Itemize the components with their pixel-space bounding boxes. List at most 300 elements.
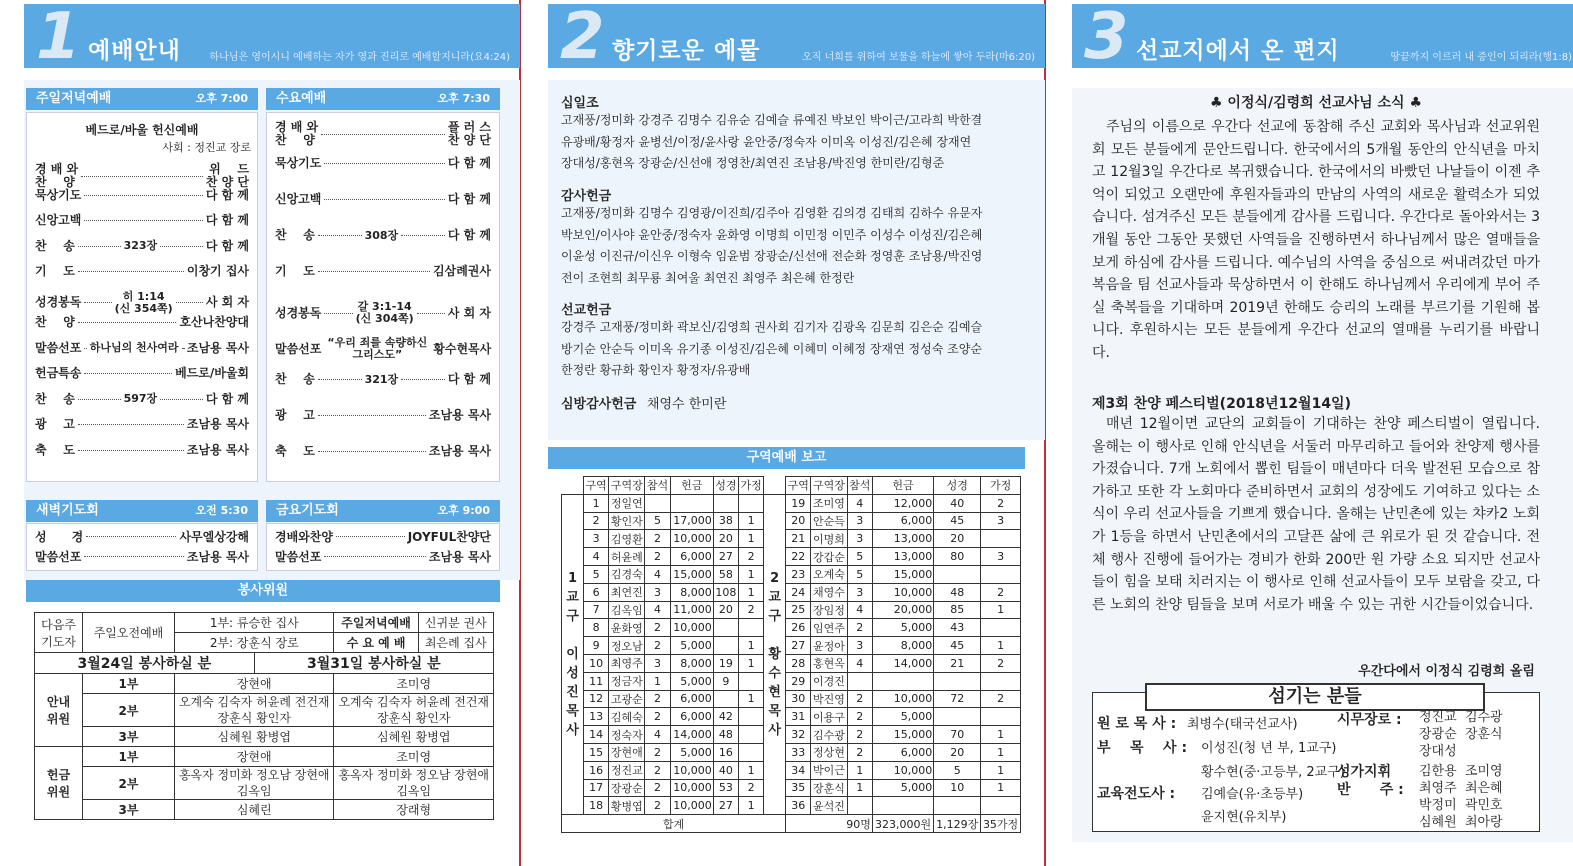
service-item-label: 찬 송: [275, 228, 315, 242]
offering-line: 방기순 안순득 이미옥 유기종 이성진/김은혜 이혜미 이혜정 장재연 정성숙 조양순: [561, 341, 982, 356]
prayer-item-value: 조남용 목사: [186, 550, 249, 564]
group-cell: 홍현옥: [811, 654, 847, 672]
offering-line: 고재풍/정미화 김명수 김영광/이진희/김주아 김영환 김의경 김태희 김하수 유문자: [561, 206, 983, 220]
group-cell: [872, 672, 933, 690]
group-cell: 5,000: [872, 779, 933, 797]
service-item-label: 헌금특송: [35, 366, 82, 380]
service-item-leader: 이창기 집사: [186, 264, 249, 278]
staff-associate-label: 부 목 사 :: [1097, 740, 1188, 756]
server-names-date1: 오계숙 김숙자 허윤례 전건재 장훈식 황인자: [175, 694, 334, 727]
group-cell: 10,000: [670, 779, 713, 797]
service-item-leader: 다 함 께: [447, 156, 491, 170]
leader-dots: [84, 195, 202, 196]
group-cell: 3: [981, 512, 1021, 530]
group-cell: [981, 708, 1021, 726]
service-item-label: 묵상기도: [275, 156, 322, 170]
letter-body-1: 주님의 이름으로 우간다 선교에 동참해 주신 교회와 목사님과 선교위원회 모든 분들에게 문안드립니다. 한국에서의 5개월 동안의 안식년을 마치고 12월3일 우간다로 복귀했습니다. 한국에서의 바빴던 나날들이 이젠 추억이 되었고 오랜만에 후원자들과의 만남의 사역의 새로운 활력소가 되었습니다. 섬겨주신 모든 분들에게 감사를 드립니다. 우간다로 돌아와서는 3개월 동안 그동안 못했던 사역들을 진행하면서 하나님께서 많은 열매들을 보게 하심에 감사를 드립니다. 예수님의 사역을 중심으로 써내려갔던 마가복음을 팀 선교사들과 묵상하면서 이 한해도 하나님께서 우리에게 부어 주실 축복들을 기대하며 2019년 한해도 승리의 노래를 부르기를 기원해 봅니다. 후원하시는 모든 분들에게 우간다 선교의 열매를 누리기를 바랍니다.: [1092, 119, 1540, 361]
group-cell: 10,000: [670, 530, 713, 548]
banner-letter: [1072, 4, 1573, 68]
group-col-header: 참석: [645, 477, 670, 495]
service-item-label: 신앙고백: [275, 192, 322, 206]
service-row: [275, 409, 491, 422]
group-cell: 13: [584, 708, 609, 726]
group-cell: 3: [847, 512, 872, 530]
district1-label: 1 교 구 이 성 진 목 사: [562, 494, 584, 814]
group-col-header: 구역장: [609, 477, 645, 495]
server-names-date1: 장현애: [175, 747, 334, 767]
leader-dots: [78, 322, 177, 323]
service-item-leader: 위 드 찬 양 단: [205, 162, 249, 189]
group-cell: 27: [713, 548, 738, 566]
server-names-date2: 심혜원 황병엽: [334, 727, 494, 747]
group-cell: [981, 530, 1021, 548]
wednesday-time: 오후 7:30: [437, 92, 490, 105]
service-item-leader: 조남용 목사: [186, 442, 249, 457]
mission-title: 선교헌금: [561, 303, 612, 318]
group-cell: 2: [738, 779, 763, 797]
group-cell: 20,000: [872, 601, 933, 619]
prayer-row: [275, 548, 491, 565]
group-cell: 4: [847, 601, 872, 619]
server-names-date1: 심혜린: [175, 800, 334, 820]
group-col-header: 가정: [738, 477, 763, 495]
group-cell: 4: [645, 601, 670, 619]
group-col-header: 구역장: [811, 477, 847, 495]
group-cell: 48: [713, 726, 738, 744]
group-cell: 31: [786, 708, 811, 726]
service-item-detail: 308장: [364, 228, 399, 242]
letter-title: ♣ 이정식/김령희 선교사님 소식 ♣: [1210, 95, 1422, 111]
group-cell: 53: [713, 779, 738, 797]
group-header-row: [562, 477, 1021, 495]
festival-title: 제3회 찬양 페스티벌(2018년12월14일): [1092, 396, 1351, 412]
prayer-item-value: 사무엘상강해: [179, 530, 249, 544]
group-cell: 2: [645, 690, 670, 708]
group-cell: 허윤례: [609, 548, 645, 566]
prayer-row: [35, 548, 249, 565]
service-item-label: 축 도: [275, 444, 315, 458]
next-prayer-label: 다음주 기도자: [35, 613, 83, 653]
wed-service-value: 최은례 집사: [418, 633, 493, 653]
service-row: [275, 373, 491, 386]
service-item-leader: 조남용 목사: [186, 417, 249, 431]
offering-line: 한정란 황규화 황인자 황정자/유광배: [561, 363, 751, 377]
group-cell: 2: [981, 583, 1021, 601]
service-item-leader: 다 함 께: [205, 213, 249, 227]
group-cell: [872, 797, 933, 815]
group-cell: 1: [981, 761, 1021, 779]
group-cell: 2: [645, 797, 670, 815]
service-item-label: 찬 송: [35, 238, 75, 253]
group-cell: 5: [584, 565, 609, 583]
service-item-leader: 사 회 자: [447, 305, 491, 320]
wed-service-label: 수 요 예 배: [334, 633, 418, 653]
offering-line: 유광배/황정자 윤병선/이정/윤사랑 윤안중/정숙자 이미옥 이성진/김은혜 장재연: [561, 134, 972, 149]
group-row: [562, 654, 1021, 672]
group-cell: 1: [645, 672, 670, 690]
group-cell: 2: [645, 530, 670, 548]
group-cell: 2: [645, 708, 670, 726]
staff-heading: 섬기는 분들: [1145, 683, 1485, 711]
district2-label: 2 교 구 황 수 현 목 사: [764, 494, 786, 814]
group-col-header: 구역: [786, 477, 811, 495]
service-item-label: 말씀선포: [35, 340, 82, 355]
group-cell: 6,000: [670, 690, 713, 708]
wednesday-header: [266, 88, 500, 110]
wednesday-title: 수요예배: [276, 91, 327, 106]
visit-label: 심방감사헌금: [561, 397, 637, 412]
group-cell: 26: [786, 619, 811, 637]
group-cell: 2: [738, 548, 763, 566]
section-title: 선교지에서 온 편지: [1136, 38, 1340, 64]
visit-title: [561, 393, 726, 412]
group-cell: 황인자: [609, 512, 645, 530]
group-row: [562, 761, 1021, 779]
friday-title: 금요기도회: [276, 503, 339, 518]
leader-dots: [318, 271, 430, 272]
server-part-label: 2부: [83, 767, 175, 800]
group-cell: [847, 797, 872, 815]
service-row: [35, 393, 249, 406]
group-cell: 3: [645, 583, 670, 601]
service-item-label: 신앙고백: [35, 213, 82, 227]
group-cell: 6: [584, 583, 609, 601]
group-cell: [645, 494, 670, 512]
group-cell: 3: [847, 583, 872, 601]
sunday-evening-title: 주일저녁예배: [36, 91, 112, 106]
group-cell: 1: [981, 637, 1021, 655]
prayer-item-label: 말씀선포: [35, 550, 82, 564]
server-names-date2: 홍옥자 정미화 정오남 장현애 김옥임: [334, 767, 494, 800]
service-item-label: 기 도: [275, 264, 315, 278]
group-cell: 박이근: [811, 761, 847, 779]
group-cell: 20: [786, 512, 811, 530]
panel-worship: [0, 0, 519, 866]
staff-box: [1092, 686, 1540, 832]
service-row: [275, 265, 491, 278]
group-cell: 2: [645, 743, 670, 761]
group-cell: 8,000: [670, 654, 713, 672]
sunday-evening-box: [26, 112, 258, 482]
group-cell: 43: [934, 619, 981, 637]
prayer-item-label: 말씀선포: [275, 550, 322, 564]
group-cell: 6,000: [872, 512, 933, 530]
group-cell: 5,000: [670, 672, 713, 690]
service-item-detail: 하나님의 천사여라: [89, 341, 179, 354]
leader-dots: [401, 379, 445, 380]
server-part-label: 3부: [83, 800, 175, 820]
group-row: [562, 708, 1021, 726]
leader-dots: [84, 556, 183, 557]
group-cell: 10: [584, 654, 609, 672]
mission-list: [561, 317, 1041, 382]
service-item-leader: 플 러 스 찬 양 단: [447, 120, 491, 147]
group-cell: 장훈식: [811, 779, 847, 797]
staff-music-label: 성가지휘 반 주 :: [1337, 764, 1404, 798]
group-cell: 9: [713, 672, 738, 690]
group-col-header: 성경: [934, 477, 981, 495]
date1-heading: 3월24일 봉사하실 분: [35, 653, 255, 674]
group-cell: 10,000: [872, 690, 933, 708]
service-item-label: 기 도: [35, 264, 75, 278]
group-cell: 38: [713, 512, 738, 530]
group-row: [562, 548, 1021, 566]
group-cell: 1: [738, 530, 763, 548]
section-verse: 하나님은 영이시니 예배하는 자가 영과 진리로 예배할지니라(요4:24): [209, 52, 510, 63]
service-item-leader: 조남용 목사: [428, 444, 491, 458]
service-item-detail: 323장: [123, 239, 158, 252]
group-cell: 김수광: [811, 726, 847, 744]
group-col-header: 구역: [584, 477, 609, 495]
service-item-leader: 조남용 목사: [428, 408, 491, 422]
group-report-header: [548, 447, 1025, 469]
group-cell: 5: [847, 565, 872, 583]
server-part-label: 1부: [83, 674, 175, 694]
offering-line: 박보인/이사야 윤안중/정숙자 윤화영 이명희 이민정 이민주 이성수 이성진/김은혜: [561, 227, 983, 242]
section-number: 3: [1084, 4, 1129, 68]
group-cell: 20: [934, 743, 981, 761]
service-item-leader: 다 함 께: [447, 228, 492, 242]
group-cell: [738, 494, 763, 512]
group-cell: 최영주: [609, 654, 645, 672]
tithe-title: 십일조: [561, 96, 599, 111]
group-cell: 27: [713, 797, 738, 815]
group-cell: 30: [786, 690, 811, 708]
leader-dots: [401, 235, 445, 236]
offering-line: 강경주 고재풍/정미화 곽보신/김영희 권사회 김기자 김광옥 김문희 김은순 김예슬: [561, 320, 983, 334]
total-families: 35가정: [981, 815, 1021, 833]
leader-dots: [318, 379, 362, 380]
friday-box: [266, 523, 500, 571]
server-row: [35, 767, 494, 800]
service-item-label: 찬 송: [275, 372, 315, 386]
leader-dots: [324, 163, 444, 164]
group-row: [562, 743, 1021, 761]
sunday-presider: 사회 : 정진교 장로: [162, 141, 251, 154]
service-row: [275, 445, 491, 458]
staff-associate-value1: 이성진(청 년 부, 1교구): [1201, 741, 1337, 756]
service-row: [35, 189, 249, 202]
group-cell: 정숙자: [609, 726, 645, 744]
group-cell: 장임정: [811, 601, 847, 619]
server-row: [35, 694, 494, 727]
staff-serving-elders-label: 시무장로 :: [1337, 712, 1402, 728]
group-cell: 1: [981, 726, 1021, 744]
staff-educator-label: 교육전도사 :: [1097, 786, 1176, 802]
leader-dots: [78, 399, 121, 400]
group-cell: [738, 743, 763, 761]
group-corner: [562, 477, 584, 495]
sunday-evening-header: [26, 88, 258, 110]
panel-offerings: [521, 0, 1044, 866]
group-cell: 2: [645, 761, 670, 779]
server-row: [35, 674, 494, 694]
leader-dots: [78, 246, 121, 247]
pm-service-value: 신귀분 권사: [418, 613, 493, 633]
group-cell: 윤화영: [609, 619, 645, 637]
server-names-date1: 장현애: [175, 674, 334, 694]
section-number: 2: [560, 4, 605, 68]
group-cell: 33: [786, 743, 811, 761]
group-cell: 2: [645, 548, 670, 566]
group-cell: 108: [713, 583, 738, 601]
group-cell: 10,000: [670, 619, 713, 637]
leader-dots: [182, 348, 184, 349]
offering-line: 고재풍/정미화 강경주 김명수 김유순 김예슬 류예진 박보인 박이근/고라희 박한결: [561, 113, 983, 127]
leader-dots: [318, 235, 362, 236]
total-label: 합계: [562, 815, 786, 833]
group-cell: 28: [786, 654, 811, 672]
servers-title: 봉사위원: [237, 583, 289, 598]
group-cell: 2: [847, 690, 872, 708]
group-cell: 6,000: [670, 708, 713, 726]
service-item-label: 찬 송: [35, 391, 75, 406]
group-cell: 강갑순: [811, 548, 847, 566]
group-cell: [934, 708, 981, 726]
leader-dots: [336, 536, 405, 537]
group-row: [562, 512, 1021, 530]
group-cell: 19: [713, 654, 738, 672]
server-names-date2: 오계숙 김숙자 허윤례 전건재 장훈식 황인자: [334, 694, 494, 727]
service-row: [35, 163, 249, 189]
group-row: [562, 565, 1021, 583]
group-cell: 6,000: [872, 743, 933, 761]
group-col-header: 참석: [847, 477, 872, 495]
group-cell: 1: [981, 779, 1021, 797]
group-cell: 3: [981, 548, 1021, 566]
group-cell: 5,000: [670, 637, 713, 655]
group-cell: 13,000: [872, 530, 933, 548]
group-cell: 7: [584, 601, 609, 619]
service-row: [35, 316, 249, 329]
thanks-title: 감사헌금: [561, 189, 612, 204]
group-cell: [981, 565, 1021, 583]
service-item-detail: 597장: [123, 392, 158, 405]
group-cell: 1: [981, 743, 1021, 761]
leader-dots: [324, 313, 352, 314]
service-item-leader: 황수현목사: [433, 341, 492, 356]
total-attendance: 90명: [786, 815, 873, 833]
server-row: [35, 800, 494, 820]
server-row: [35, 747, 494, 767]
group-cell: [713, 494, 738, 512]
group-cell: [713, 619, 738, 637]
server-part-label: 2부: [83, 694, 175, 727]
group-cell: 1: [738, 797, 763, 815]
service-item-label: 광 고: [35, 417, 75, 431]
leader-dots: [84, 373, 172, 374]
service-item-detail: 히 1:14 (신 354쪽): [114, 289, 173, 315]
leader-dots: [318, 451, 426, 452]
server-part-label: 1부: [83, 747, 175, 767]
leader-dots: [78, 271, 184, 272]
service-item-label: 성경봉독: [35, 295, 82, 309]
group-cell: 5,000: [872, 619, 933, 637]
service-item-detail: “우리 죄를 속량하신 그리스도”: [327, 336, 428, 361]
service-row: [275, 337, 491, 361]
group-cell: 이명희: [811, 530, 847, 548]
group-cell: 19: [786, 494, 811, 512]
service-item-leader: 다 함 께: [447, 192, 491, 206]
staff-elder-value: 최병수(태국선교사): [1187, 717, 1298, 732]
group-cell: 정상현: [811, 743, 847, 761]
leader-dots: [78, 450, 184, 451]
group-cell: 36: [786, 797, 811, 815]
service-item-leader: 김삼례권사: [433, 264, 491, 278]
group-cell: 2: [981, 654, 1021, 672]
letter-body-2: 매년 12월이면 교단의 교회들이 기대하는 찬양 페스티벌이 열립니다. 올해는 이 행사로 인해 안식년을 서둘러 마무리하고 들어와 찬양제 행사를 가졌습니다. 7개 노회에서 뽑힌 팀들이 매년마다 더욱 발전된 모습으로 참가하고 또한 각 노회마다 준비하면서 교회의 성장에도 기여하고 있다는 소식이 우리 선교사들을 기쁘게 했습니다. 올해는 난민촌에 있는 챠카2 노회가 1등을 하면서 난민촌에서의 고달픈 삶에 큰 위로가 된 것 같습니다. 전체 행사 진행에 들어가는 경비가 한화 200만 원 가량 소요 되지만 선교사들이 힘을 보태 치러지는 이 행사로 인해 선교사들이 모두 보람을 갖고, 다른 노회의 찬양 팀들을 보며 서로가 배울 수 있는 귀한 시간들이었습니다.: [1092, 416, 1540, 613]
group-cell: 2: [847, 743, 872, 761]
server-names-date2: 조미영: [334, 747, 494, 767]
group-cell: [847, 672, 872, 690]
group-cell: 45: [934, 637, 981, 655]
group-row: [562, 494, 1021, 512]
tithe-list: [561, 110, 1041, 175]
prayer-item-label: 성 경: [35, 530, 84, 544]
group-cell: 2: [981, 494, 1021, 512]
group-cell: [934, 565, 981, 583]
group-cell: [981, 797, 1021, 815]
sunday-lead: 베드로/바울 헌신예배: [85, 123, 199, 137]
offering-line: 이윤성 이진규/이신우 이형숙 임윤범 장광순/신선애 전순화 정영훈 조남용/박진영: [561, 249, 983, 263]
group-cell: 5,000: [872, 708, 933, 726]
group-cell: 1: [738, 583, 763, 601]
group-row: [562, 690, 1021, 708]
service-item-label: 성경봉독: [275, 305, 322, 320]
group-cell: 정금자: [609, 672, 645, 690]
service-row: [35, 367, 249, 380]
service-item-leader: 베드로/바울회: [175, 366, 249, 380]
servers-header: [26, 580, 500, 602]
service-item-leader: 호산나찬양대: [179, 315, 249, 329]
group-cell: 황병엽: [609, 797, 645, 815]
group-cell: 14,000: [872, 654, 933, 672]
group-cell: 27: [786, 637, 811, 655]
group-row: [562, 672, 1021, 690]
group-row: [562, 797, 1021, 815]
dawn-title: 새벽기도회: [36, 503, 99, 518]
section-verse: 오직 너희를 위하여 보물을 하늘에 쌓아 두라(마6:20): [802, 52, 1035, 63]
group-row: [562, 601, 1021, 619]
group-cell: 18: [584, 797, 609, 815]
group-cell: 8,000: [872, 637, 933, 655]
group-cell: 20: [934, 530, 981, 548]
group-cell: 24: [786, 583, 811, 601]
banner-offerings: [548, 4, 1045, 68]
leader-dots: [84, 220, 202, 221]
group-cell: 20: [713, 601, 738, 619]
service-row: [275, 193, 491, 206]
prayer-row: [275, 528, 491, 545]
group-cell: 10,000: [670, 761, 713, 779]
group-cell: 45: [934, 512, 981, 530]
group-cell: 4: [847, 654, 872, 672]
banner-worship: [24, 4, 520, 68]
group-cell: 11: [584, 672, 609, 690]
server-row: [35, 727, 494, 747]
leader-dots: [318, 415, 426, 416]
group-cell: 1: [584, 494, 609, 512]
group-cell: 40: [713, 761, 738, 779]
group-cell: 21: [786, 530, 811, 548]
group-cell: 4: [584, 548, 609, 566]
group-cell: 2: [645, 619, 670, 637]
service-row: [35, 265, 249, 278]
group-cell: 72: [934, 690, 981, 708]
group-cell: 10,000: [872, 583, 933, 601]
group-cell: 2: [847, 619, 872, 637]
dawn-box: [26, 523, 258, 571]
